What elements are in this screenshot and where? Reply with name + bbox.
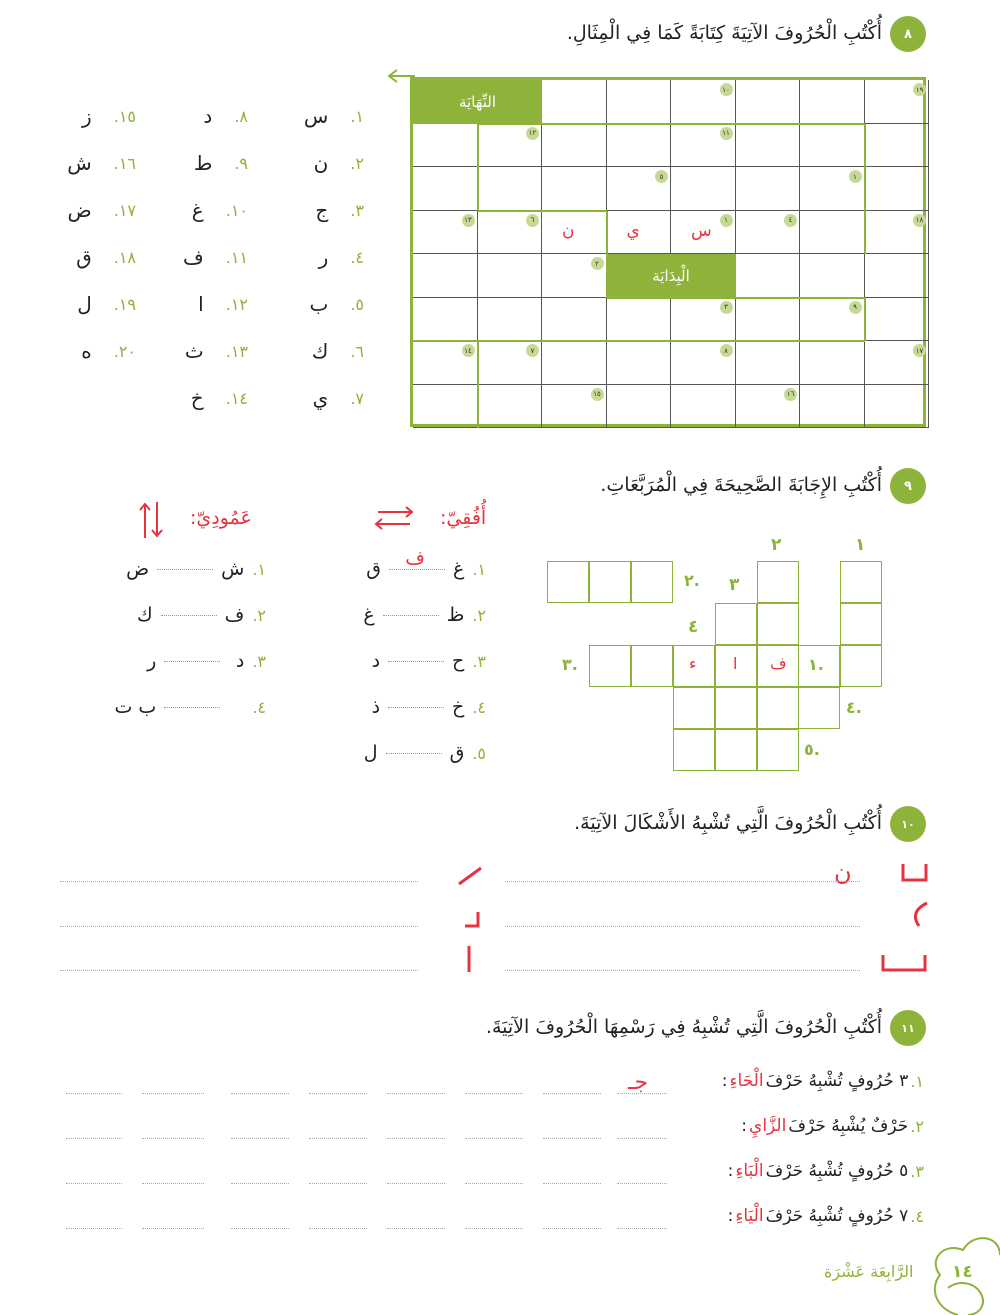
clue-blank[interactable] xyxy=(383,615,439,616)
item-number: ٢. xyxy=(350,153,364,173)
exercise-10-badge: ١٠ xyxy=(890,806,926,842)
letter-grid xyxy=(410,77,926,427)
grid-cell[interactable] xyxy=(671,167,736,211)
letter-item xyxy=(198,292,248,316)
cw-cell[interactable] xyxy=(589,561,631,603)
letter-item xyxy=(313,386,364,410)
item-text: ٥ حُرُوفٍ تُشْبِهُ حَرْفَ xyxy=(765,1161,909,1181)
answer-line[interactable] xyxy=(66,1093,122,1094)
item-number: ١٩. xyxy=(113,294,136,314)
exercise-8-badge: ٨ xyxy=(890,16,926,52)
item-colon: : xyxy=(727,1206,734,1226)
path-line xyxy=(864,298,866,342)
answer-line[interactable] xyxy=(231,1138,289,1139)
answer-line[interactable] xyxy=(387,1138,445,1139)
cw-row-label: ٣. xyxy=(562,655,578,674)
answer-line[interactable] xyxy=(465,1138,523,1139)
letter-item xyxy=(68,198,136,222)
grid-cell[interactable] xyxy=(865,254,930,298)
item-letter: س xyxy=(303,104,329,128)
cw-cell[interactable] xyxy=(547,561,589,603)
answer-line[interactable] xyxy=(617,1183,667,1184)
item-letter: ش xyxy=(67,151,92,175)
item-key-letter: الْحَاءِ xyxy=(729,1071,764,1091)
grid-cell[interactable] xyxy=(478,298,543,342)
item-number: ٥. xyxy=(350,294,364,314)
item-number: ٣. xyxy=(910,1161,924,1181)
item-text: ٣ حُرُوفٍ تُشْبِهُ حَرْفَ xyxy=(765,1071,909,1091)
cw-letter: ا xyxy=(733,654,738,673)
item-colon: : xyxy=(727,1161,734,1181)
item-letter: خ xyxy=(190,386,204,410)
shape-1 xyxy=(900,862,930,884)
similar-letters-item xyxy=(728,1206,924,1226)
cell-number: ٩ xyxy=(849,301,862,314)
item-number: ١. xyxy=(910,1071,924,1091)
answer-line[interactable] xyxy=(387,1228,445,1229)
answer-line[interactable] xyxy=(66,1183,122,1184)
clue-letter-b: ر xyxy=(147,650,157,672)
cell-number: ٤ xyxy=(784,214,797,227)
item-letter: ر xyxy=(318,245,329,269)
letter-item xyxy=(191,386,248,410)
item-number: ١٨. xyxy=(113,247,136,267)
cw-cell[interactable] xyxy=(673,687,715,729)
item-number: ٢. xyxy=(910,1116,924,1136)
cell-number: ٥ xyxy=(655,170,668,183)
cw-cell[interactable] xyxy=(673,729,715,771)
exercise-8-instruction: أُكْتُبِ الْحُرُوفَ الآتِيَةَ كِتَابَةً كَمَا فِي الْمِثَالِ. xyxy=(566,22,882,44)
cw-col-label: ١ xyxy=(855,535,866,555)
grid-cell[interactable] xyxy=(413,385,478,429)
clue-letter-a: د xyxy=(235,650,245,672)
item-number: ٢٠. xyxy=(113,341,136,361)
grid-cell[interactable] xyxy=(800,124,865,168)
clue-blank[interactable] xyxy=(157,569,213,570)
exercise-11-badge: ١١ xyxy=(890,1010,926,1046)
grid-cell[interactable] xyxy=(478,254,543,298)
answer-line[interactable] xyxy=(309,1093,367,1094)
answer-line[interactable] xyxy=(505,970,860,971)
grid-cell[interactable] xyxy=(800,254,865,298)
letter-item xyxy=(76,245,136,269)
answer-line[interactable] xyxy=(60,970,418,971)
grid-cell[interactable] xyxy=(542,298,607,342)
cw-col-label: ٣ xyxy=(729,575,740,595)
answer-line[interactable] xyxy=(66,1228,122,1229)
answer-line[interactable] xyxy=(465,1183,523,1184)
shape-4 xyxy=(455,864,485,888)
item-letter: ط xyxy=(193,151,213,175)
horizontal-clue xyxy=(364,742,486,764)
grid-cell[interactable] xyxy=(865,167,930,211)
grid-cell[interactable] xyxy=(542,167,607,211)
clue-blank[interactable] xyxy=(161,615,217,616)
cell-number: ١٠ xyxy=(720,83,733,96)
vertical-clue xyxy=(147,650,266,672)
item-text: حَرْفٌ يُشْبِهُ حَرْفَ xyxy=(788,1116,909,1136)
cw-cell[interactable] xyxy=(757,687,799,729)
cell-number: ١١ xyxy=(720,127,733,140)
clue-letter-a: ق xyxy=(449,742,465,764)
cell-number: ١ xyxy=(720,214,733,227)
answer-line[interactable] xyxy=(543,1093,601,1094)
item-number: ١٤. xyxy=(225,388,248,408)
letter-item xyxy=(77,292,136,316)
letter-item xyxy=(194,151,248,175)
clue-letter-b: ك xyxy=(136,604,153,626)
answer-line[interactable] xyxy=(231,1228,289,1229)
item-number: ٤. xyxy=(252,697,266,717)
cw-row-label: ٢. xyxy=(684,571,700,590)
letter-item xyxy=(314,151,364,175)
cw-cell[interactable] xyxy=(757,603,799,645)
item-number: ١٣. xyxy=(225,341,248,361)
cell-number: ١٤ xyxy=(462,344,475,357)
letter-item xyxy=(304,104,364,128)
answer-line[interactable] xyxy=(66,1138,122,1139)
example-letter: ن xyxy=(562,220,575,241)
grid-cell[interactable] xyxy=(736,298,801,342)
answer-line[interactable] xyxy=(60,881,418,882)
similar-letters-item xyxy=(722,1071,924,1091)
answer-line[interactable] xyxy=(617,1138,667,1139)
item-number: ٨. xyxy=(234,106,248,126)
answer-line[interactable] xyxy=(309,1228,367,1229)
grid-cell[interactable] xyxy=(736,80,801,124)
item-letter: ف xyxy=(182,245,204,269)
clue-blank[interactable] xyxy=(389,546,445,570)
clue-fill: ف xyxy=(405,546,425,569)
item-number: ٣. xyxy=(472,651,486,671)
answer-line[interactable] xyxy=(617,1228,667,1229)
path-line xyxy=(478,210,607,212)
grid-cell[interactable] xyxy=(736,124,801,168)
clue-letter-b: ل xyxy=(363,742,378,764)
item-key-letter: الْبَاءِ xyxy=(735,1161,764,1181)
shape-1-answer: ن xyxy=(834,858,852,886)
answer-line[interactable] xyxy=(142,1093,204,1094)
grid-cell[interactable] xyxy=(865,385,930,429)
item-number: ٤. xyxy=(472,697,486,717)
answer-line[interactable] xyxy=(142,1228,204,1229)
cw-row-label: ١. xyxy=(808,655,824,674)
cell-number: ٦ xyxy=(526,214,539,227)
answer-line[interactable] xyxy=(60,926,418,927)
grid-cell[interactable] xyxy=(413,254,478,298)
shape-2 xyxy=(905,900,931,930)
answer-line[interactable] xyxy=(465,1093,523,1094)
grid-cell[interactable] xyxy=(607,341,672,385)
cw-cell[interactable] xyxy=(631,561,673,603)
item-letter: ل xyxy=(77,292,92,316)
answer-line[interactable] xyxy=(231,1093,289,1094)
example-answer: جـ xyxy=(628,1070,649,1095)
cell-number: ١٧ xyxy=(913,344,926,357)
grid-cell[interactable] xyxy=(800,211,865,255)
item-number: ٦. xyxy=(350,341,364,361)
item-number: ١. xyxy=(350,106,364,126)
grid-cell[interactable] xyxy=(542,124,607,168)
path-line xyxy=(478,123,865,125)
example-letter: س xyxy=(691,220,712,241)
path-line xyxy=(477,124,479,211)
clue-letter-b: د xyxy=(371,650,381,672)
clue-blank[interactable] xyxy=(388,707,444,708)
grid-cell[interactable] xyxy=(413,298,478,342)
clue-blank[interactable] xyxy=(386,753,442,754)
grid-cell[interactable] xyxy=(607,124,672,168)
cw-col-label: ٤ xyxy=(688,617,699,637)
item-letter: ن xyxy=(313,151,329,175)
vertical-clue xyxy=(126,558,266,580)
cw-cell[interactable] xyxy=(840,561,882,603)
item-number: ٥. xyxy=(472,743,486,763)
grid-cell[interactable] xyxy=(607,385,672,429)
page-number: ١٤ xyxy=(952,1262,973,1282)
item-letter: ه xyxy=(81,339,92,363)
shape-3 xyxy=(880,952,928,974)
grid-cell[interactable] xyxy=(607,298,672,342)
grid-cell[interactable] xyxy=(865,298,930,342)
item-key-letter: الْيَاءِ xyxy=(735,1206,764,1226)
letter-item xyxy=(82,104,136,128)
answer-line[interactable] xyxy=(142,1138,204,1139)
cell-number: ١٩ xyxy=(913,83,926,96)
letter-item xyxy=(319,245,364,269)
item-number: ١. xyxy=(472,559,486,579)
answer-line[interactable] xyxy=(142,1183,204,1184)
start-label: الْبِدَايَة xyxy=(607,254,736,298)
cw-cell[interactable] xyxy=(715,687,757,729)
grid-cell[interactable] xyxy=(736,341,801,385)
cw-cell[interactable] xyxy=(631,645,673,687)
letter-item xyxy=(192,198,248,222)
answer-line[interactable] xyxy=(465,1228,523,1229)
vertical-clue xyxy=(114,696,266,718)
horizontal-arrows-icon xyxy=(374,506,414,530)
similar-letters-item xyxy=(741,1116,924,1136)
letter-item xyxy=(81,339,136,363)
cw-cell[interactable] xyxy=(757,561,799,603)
clue-letter-b: غ xyxy=(363,604,375,626)
item-number: ٤. xyxy=(350,247,364,267)
item-number: ٤. xyxy=(910,1206,924,1226)
clue-letter-b: ذ xyxy=(371,696,381,718)
item-letter: ب xyxy=(309,292,329,316)
answer-line[interactable] xyxy=(309,1183,367,1184)
shape-5 xyxy=(462,910,484,930)
answer-line[interactable] xyxy=(231,1183,289,1184)
exercise-9-badge: ٩ xyxy=(890,468,926,504)
vertical-label: عَمُودِيّ: xyxy=(190,507,252,529)
answer-line[interactable] xyxy=(387,1183,445,1184)
cell-number: ١٥ xyxy=(591,388,604,401)
grid-cell[interactable] xyxy=(671,385,736,429)
horizontal-clue xyxy=(372,650,486,672)
grid-cell[interactable] xyxy=(865,124,930,168)
letter-item xyxy=(315,198,364,222)
path-line xyxy=(607,297,865,299)
item-number: ٢. xyxy=(472,605,486,625)
grid-cell[interactable] xyxy=(800,385,865,429)
item-letter: ا xyxy=(198,292,204,316)
cell-number: ٣ xyxy=(720,301,733,314)
item-number: ١٢. xyxy=(225,294,248,314)
exercise-9-instruction: أُكْتُبِ الإِجَابَةَ الصَّحِيحَةَ فِي الْمُرَبَّعَاتِ. xyxy=(600,474,882,496)
cell-number: ١٢ xyxy=(526,127,539,140)
example-letter: ي xyxy=(626,220,640,241)
cw-row-label: ٥. xyxy=(804,740,820,759)
cw-cell[interactable] xyxy=(715,603,757,645)
item-number: ٢. xyxy=(252,605,266,625)
clue-letter-a: ح xyxy=(452,650,465,672)
item-letter: ز xyxy=(82,104,92,128)
cell-number: ١ xyxy=(849,170,862,183)
cell-number: ١٦ xyxy=(784,388,797,401)
cw-cell[interactable] xyxy=(840,603,882,645)
cw-row-label: ٤. xyxy=(846,698,862,717)
letter-item xyxy=(67,151,136,175)
similar-letters-item xyxy=(728,1161,924,1181)
item-letter: ي xyxy=(312,386,329,410)
cw-cell[interactable] xyxy=(715,729,757,771)
item-number: ٣. xyxy=(252,651,266,671)
letter-item xyxy=(203,104,248,128)
item-letter: ق xyxy=(76,245,92,269)
clue-letter-b: ب ت xyxy=(114,696,157,718)
cw-cell[interactable] xyxy=(798,687,840,729)
item-number: ١٠. xyxy=(225,200,248,220)
item-text: ٧ حُرُوفٍ تُشْبِهُ حَرْفَ xyxy=(765,1206,909,1226)
item-letter: د xyxy=(203,104,213,128)
letter-item xyxy=(312,339,364,363)
item-colon: : xyxy=(721,1071,728,1091)
clue-letter-b: ض xyxy=(126,558,150,580)
item-number: ١١. xyxy=(225,247,248,267)
item-key-letter: الزَّايِ xyxy=(749,1116,787,1136)
path-line xyxy=(864,124,866,255)
horizontal-clue xyxy=(372,696,486,718)
answer-line[interactable] xyxy=(387,1093,445,1094)
cell-number: ١٨ xyxy=(913,214,926,227)
exercise-10-instruction: أُكْتُبِ الْحُرُوفَ الَّتِي تُشْبِهُ الأَشْكَالَ الآتِيَةَ. xyxy=(574,812,882,834)
cw-cell[interactable] xyxy=(757,729,799,771)
item-letter: ج xyxy=(315,198,329,222)
end-label: النِّهَايَة xyxy=(413,80,542,124)
cw-letter: ء xyxy=(689,654,697,673)
item-letter: ك xyxy=(311,339,329,363)
exercise-11-instruction: أُكْتُبِ الْحُرُوفَ الَّتِي تُشْبِهُ فِي رَسْمِهَا الْحُرُوفَ الآتِيَةَ. xyxy=(485,1016,882,1038)
cw-cell[interactable] xyxy=(840,645,882,687)
item-number: ١٥. xyxy=(113,106,136,126)
cw-cell[interactable] xyxy=(589,645,631,687)
horizontal-label: أُفُقِيّ: xyxy=(440,507,487,529)
item-number: ١٦. xyxy=(113,153,136,173)
cell-number: ٧ xyxy=(526,344,539,357)
item-letter: ض xyxy=(67,198,92,222)
clue-letter-a: ش xyxy=(221,558,245,580)
answer-line[interactable] xyxy=(505,926,860,927)
path-line xyxy=(477,341,479,428)
grid-cell[interactable] xyxy=(478,167,543,211)
grid-cell[interactable] xyxy=(736,167,801,211)
cell-number: ١٣ xyxy=(462,214,475,227)
vertical-arrows-icon xyxy=(138,500,164,540)
letter-item xyxy=(185,339,248,363)
vertical-clue xyxy=(137,604,266,626)
lesson-title: الرَّابِعَة عَشْرَة xyxy=(824,1262,914,1281)
cw-letter: ف xyxy=(770,654,787,673)
clue-letter-a: خ xyxy=(452,696,465,718)
grid-cell[interactable] xyxy=(542,80,607,124)
item-number: ٧. xyxy=(350,388,364,408)
cell-number: ٨ xyxy=(720,344,733,357)
item-number: ١. xyxy=(252,559,266,579)
grid-cell[interactable] xyxy=(800,80,865,124)
answer-line[interactable] xyxy=(543,1228,601,1229)
grid-cell[interactable] xyxy=(413,124,478,168)
item-number: ٣. xyxy=(350,200,364,220)
letter-item xyxy=(183,245,248,269)
answer-line[interactable] xyxy=(309,1138,367,1139)
item-colon: : xyxy=(741,1116,748,1136)
clue-blank[interactable] xyxy=(164,707,220,708)
grid-cell[interactable] xyxy=(800,341,865,385)
answer-line[interactable] xyxy=(505,881,860,882)
clue-letter-b: ق xyxy=(366,558,381,580)
clue-letter-a: ظ xyxy=(446,604,465,626)
path-line xyxy=(606,211,608,298)
grid-cell[interactable] xyxy=(413,167,478,211)
grid-cell[interactable] xyxy=(542,341,607,385)
item-number: ١٧. xyxy=(113,200,136,220)
letter-item xyxy=(309,292,364,316)
item-letter: ث xyxy=(184,339,204,363)
grid-cell[interactable] xyxy=(478,385,543,429)
path-line xyxy=(413,340,865,342)
item-number: ٩. xyxy=(234,153,248,173)
horizontal-clue xyxy=(363,604,486,626)
clue-letter-a: ف xyxy=(224,604,245,626)
answer-line[interactable] xyxy=(543,1138,601,1139)
clue-blank[interactable] xyxy=(388,661,444,662)
clue-letter-a: غ xyxy=(452,558,465,580)
grid-cell[interactable] xyxy=(736,254,801,298)
grid-cell[interactable] xyxy=(607,80,672,124)
cell-number: ٢ xyxy=(591,257,604,270)
clue-blank[interactable] xyxy=(164,661,220,662)
horizontal-clue xyxy=(366,546,486,580)
answer-line[interactable] xyxy=(543,1183,601,1184)
shape-6 xyxy=(462,944,476,974)
cw-col-label: ٢ xyxy=(771,535,782,555)
item-letter: غ xyxy=(191,198,204,222)
